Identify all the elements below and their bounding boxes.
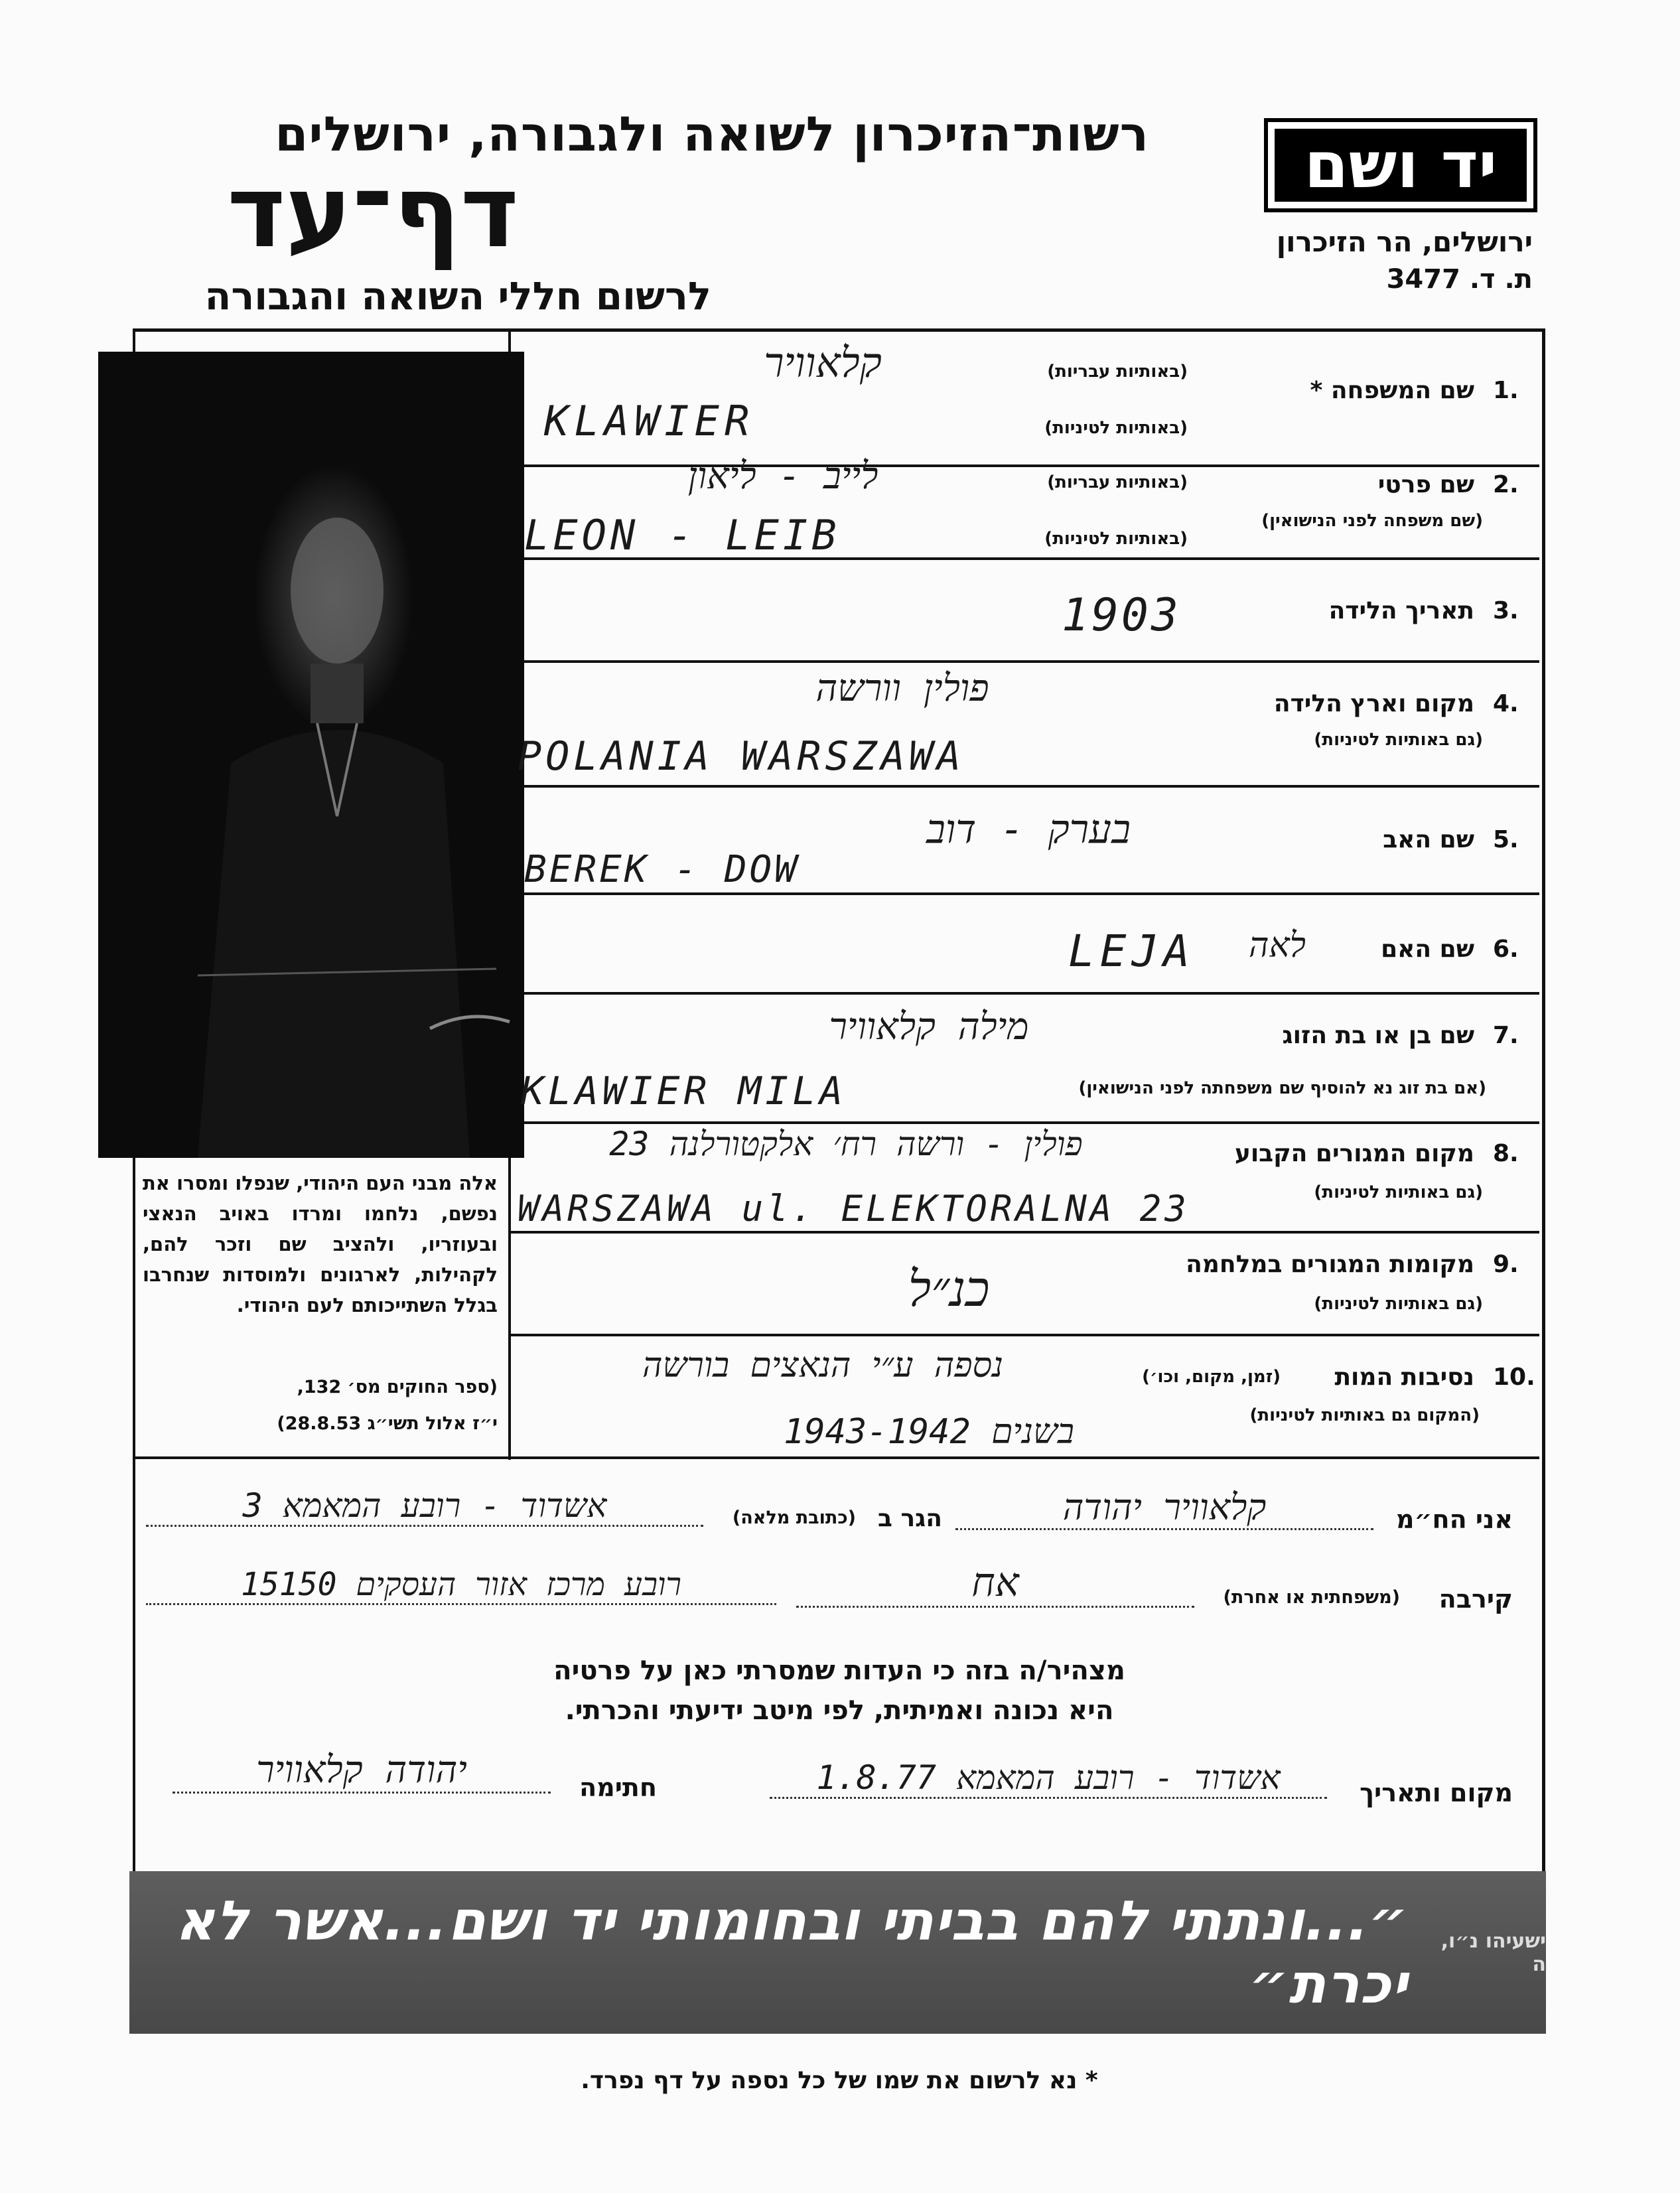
field-number: 1. <box>1493 377 1519 404</box>
photo-caption: אלה מבני העם היהודי, שנפלו ומסרו את נפשם, נלחמו ומרדו באויב הנאצי ובעוזריו, ולהציב שם וזכר להם, לקהילות, לארגונים ולמוסדות שנחרבו בגלל השתייכותם לעם היהודי. <box>143 1172 498 1316</box>
hint-hebrew: (באותיות עבריות) <box>1047 472 1188 492</box>
field-number: 9. <box>1493 1251 1519 1278</box>
footnote: * נא לרשום את שמו של כל נספה על דף נפרד. <box>581 2067 1098 2094</box>
hint-death-place-latin: (המקום גם באותיות לטיניות) <box>1249 1405 1480 1425</box>
declarant-name-value[interactable]: קלאוויר יהודה <box>955 1486 1373 1530</box>
spouse-hebrew-value[interactable]: מילה קלאוויר <box>829 1005 1029 1048</box>
row-divider <box>511 892 1539 895</box>
quote-banner <box>129 1871 1546 2034</box>
field-number: 5. <box>1493 826 1519 853</box>
field-label-spouse: שם בן או בת הזוג <box>1282 1022 1474 1049</box>
header-authority: רשות־הזיכרון לשואה ולגבורה, ירושלים <box>275 106 1149 162</box>
place-date-label: מקום ותאריך <box>1360 1778 1513 1807</box>
field-label-birthplace: מקום וארץ הלידה <box>1273 690 1474 717</box>
hint-latin: (באותיות לטיניות) <box>1044 418 1188 438</box>
father-hebrew-value[interactable]: בערק - דוב <box>926 806 1131 853</box>
field-label-firstname: שם פרטי <box>1377 471 1474 498</box>
field-number: 8. <box>1493 1140 1519 1167</box>
logo-text: יד ושם <box>1304 128 1498 202</box>
header-pobox: ת. ד. 3477 <box>1386 264 1533 295</box>
field-label-birthdate: תאריך הלידה <box>1328 597 1474 624</box>
row-divider <box>133 1456 1539 1459</box>
declarant-name-label: אני הח״מ <box>1396 1505 1513 1534</box>
death-circumstances-value[interactable]: נספה ע״י הנאצים בורשה <box>642 1346 1004 1385</box>
hint-spouse-note: (אם בת זוג נא להוסיף שם משפחתה לפני הנישואין) <box>1078 1078 1486 1098</box>
field-number: 10. <box>1493 1364 1535 1391</box>
surname-hebrew-value[interactable]: קלאוויר <box>764 338 882 387</box>
field-label-mother: שם האם <box>1381 936 1474 963</box>
field-number: 2. <box>1493 471 1519 498</box>
header-address: ירושלים, הר הזיכרון <box>1276 226 1533 258</box>
yad-vashem-logo <box>1264 118 1537 212</box>
row-divider <box>511 785 1539 788</box>
row-divider <box>511 992 1539 995</box>
banner-source: ישעיהו נ״ו, ה <box>1440 1929 1546 1976</box>
declarant-address-label: הגר ב <box>878 1505 942 1532</box>
birthplace-hebrew-value[interactable]: פולין וורשה <box>815 667 989 710</box>
declaration-line-2: היא נכונה ואמיתית, לפי מיטב ידיעתי והכרתי. <box>565 1695 1114 1726</box>
wartime-residence-value[interactable]: כנ״ל <box>908 1261 990 1318</box>
relation-hint: (משפחתית או אחרת) <box>1223 1587 1400 1608</box>
place-date-value[interactable]: אשדוד - רובע המאמא 1.8.77 <box>770 1758 1327 1799</box>
row-divider <box>511 1334 1539 1336</box>
hint-also-latin: (גם באותיות לטיניות) <box>1314 1182 1483 1202</box>
victim-photo <box>98 352 524 1158</box>
hint-hebrew: (באותיות עבריות) <box>1047 362 1188 382</box>
signature-value[interactable]: יהודה קלאוויר <box>173 1748 551 1794</box>
declaration-line-1: מצהיר/ה בזה כי העדות שמסרתי כאן על פרטיה <box>553 1656 1125 1686</box>
row-divider <box>511 660 1539 663</box>
row-divider <box>511 1121 1539 1124</box>
field-number: 4. <box>1493 690 1519 717</box>
hint-also-latin: (גם באותיות לטיניות) <box>1314 1294 1483 1314</box>
field-number: 3. <box>1493 597 1519 624</box>
death-years-value[interactable]: בשנים 1943-1942 <box>784 1412 1074 1452</box>
field-label-residence: מקום המגורים הקבוע <box>1234 1140 1474 1167</box>
law-reference: (ספר החוקים מס׳ 132, <box>297 1377 498 1397</box>
field-label-surname: שם המשפחה * <box>1310 377 1474 404</box>
hint-death-circumstances: (זמן, מקום, וכו׳) <box>1142 1367 1281 1387</box>
surname-latin-value[interactable]: KLAWIER <box>544 397 755 445</box>
birthdate-value[interactable]: 1903 <box>1062 589 1181 642</box>
declarant-address-value[interactable]: אשדוד - רובע המאמא 3 <box>146 1486 703 1527</box>
field-number: 6. <box>1493 936 1519 963</box>
page-title: דף־עד <box>227 155 519 270</box>
hint-also-latin: (גם באותיות לטיניות) <box>1314 730 1483 750</box>
relation-label: קירבה <box>1438 1585 1513 1614</box>
hint-maiden-name: (שם משפחה לפני הנישואין) <box>1261 511 1483 531</box>
page-subtitle: לרשום חללי השואה והגבורה <box>204 273 711 318</box>
signature-label: חתימה <box>579 1773 657 1802</box>
residence-hebrew-value[interactable]: פולין - ורשה רח׳ אלקטורלנה 23 <box>609 1125 1083 1163</box>
row-divider <box>511 1231 1539 1234</box>
field-number: 7. <box>1493 1022 1519 1049</box>
firstname-latin-value[interactable]: LEON - LEIB <box>524 511 841 559</box>
father-latin-value[interactable]: BEREK - DOW <box>524 848 800 891</box>
address-line2-value[interactable]: רובע מרכז אזור העסקים 15150 <box>146 1566 776 1605</box>
law-date: י״ז אלול תשי״ג 28.8.53) <box>277 1413 498 1434</box>
relation-value[interactable]: אח <box>796 1559 1194 1608</box>
firstname-hebrew-value[interactable]: לייב - ליאון <box>687 455 878 498</box>
field-label-father: שם האב <box>1383 826 1474 853</box>
field-label-death: נסיבות המות <box>1334 1364 1474 1391</box>
residence-latin-value[interactable]: WARSZAWA ul. ELEKTORALNA 23 <box>518 1188 1190 1230</box>
banner-quote: ״...ונתתי להם בביתי ובחומותי יד ושם...אשר לא יכרת״ <box>175 1889 1409 2016</box>
address-hint: (כתובת מלאה) <box>732 1508 856 1528</box>
mother-hebrew-value[interactable]: לאה <box>1249 926 1306 965</box>
spouse-latin-value[interactable]: KLAWIER MILA <box>521 1068 847 1113</box>
hint-latin: (באותיות לטיניות) <box>1044 529 1188 549</box>
field-label-wartime-residence: מקומות המגורים במלחמה <box>1186 1251 1474 1278</box>
portrait-figure <box>98 352 524 1158</box>
mother-latin-value[interactable]: LEJA <box>1068 926 1195 977</box>
birthplace-latin-value[interactable]: POLANIA WARSZAWA <box>518 733 965 780</box>
